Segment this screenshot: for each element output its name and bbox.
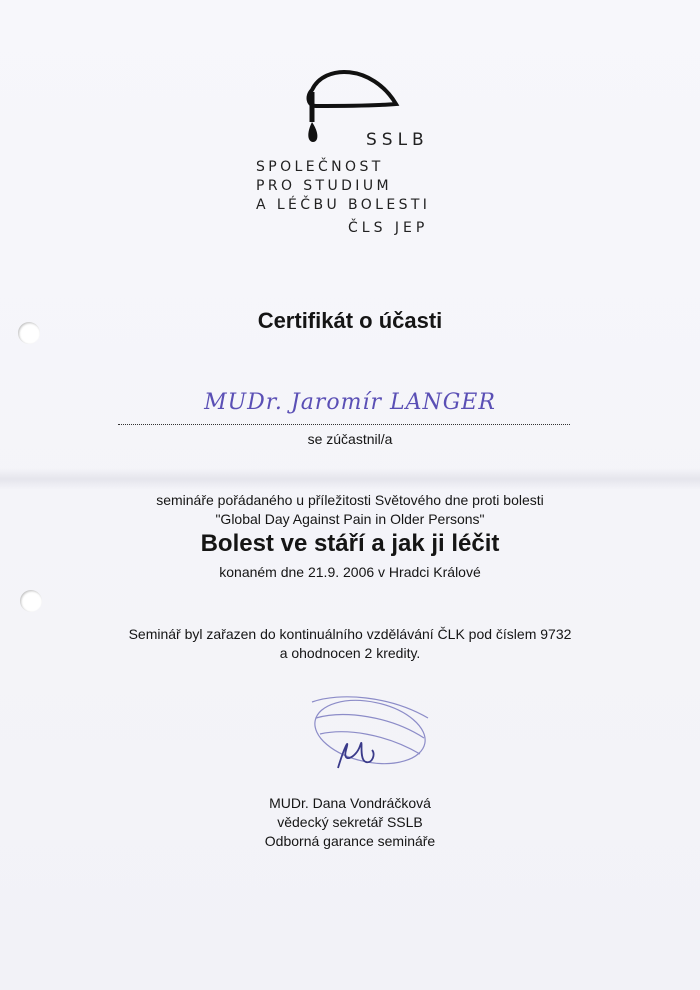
credits-line: a ohodnocen 2 kredity. xyxy=(279,645,421,661)
signature-stamp-icon xyxy=(300,688,440,778)
signer-name: MUDr. Dana Vondráčková xyxy=(269,795,431,811)
logo-line: PRO STUDIUM xyxy=(256,178,392,194)
signer-role: vědecký sekretář SSLB xyxy=(277,814,423,830)
credits-line: Seminář byl zařazen do kontinuálního vzdělávání ČLK pod číslem 9732 xyxy=(128,626,572,642)
signer-guarantee: Odborná garance semináře xyxy=(264,833,436,849)
logo-line: SPOLEČNOST xyxy=(256,159,384,175)
seminar-date-place: konaném dne 21.9. 2006 v Hradci Králové xyxy=(219,564,481,580)
logo-society-name xyxy=(256,158,430,215)
society-logo xyxy=(250,60,450,260)
name-dotted-line xyxy=(118,424,570,425)
logo-subtitle: ČLS JEP xyxy=(348,220,429,236)
punch-hole xyxy=(20,590,42,612)
seminar-occasion: semináře pořádaného u příležitosti Světového dne proti bolesti xyxy=(156,492,544,508)
seminar-global-day: "Global Day Against Pain in Older Persons" xyxy=(215,511,485,527)
certificate-title: Certifikát o účasti xyxy=(257,308,443,333)
logo-abbreviation: SSLB xyxy=(366,130,429,150)
attended-label: se zúčastnil/a xyxy=(307,431,393,447)
seminar-title: Bolest ve stáří a jak ji léčit xyxy=(200,530,500,557)
participant-name: MUDr. Jaromír LANGER xyxy=(204,390,496,415)
logo-line: A LÉČBU BOLESTI xyxy=(256,197,431,213)
